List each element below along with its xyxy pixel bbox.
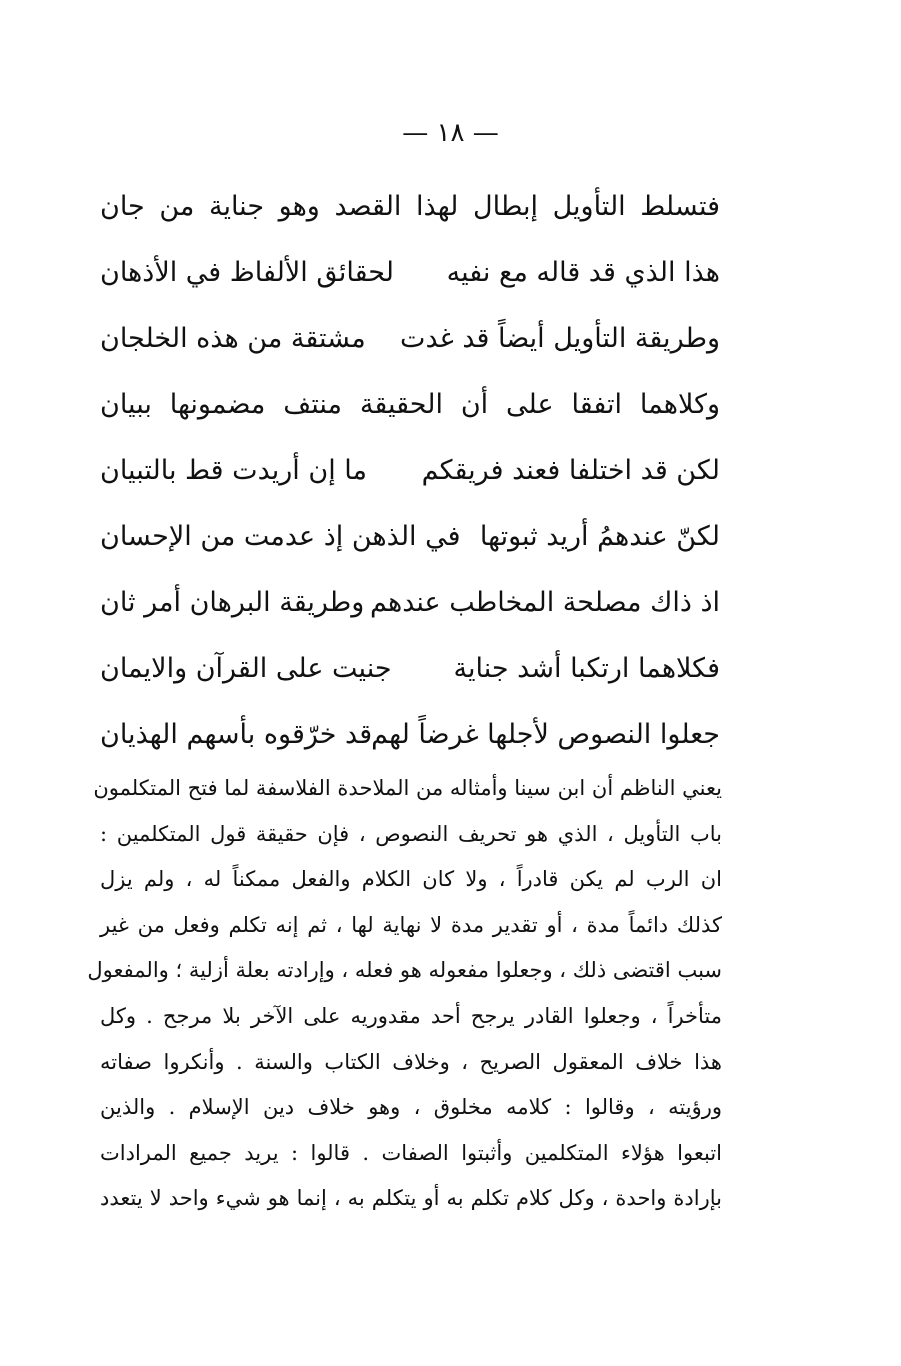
commentary-line: بإرادة واحدة ، وكل كلام تكلم به أو يتكلم به ، إنما هو شيء واحد لا يتعدد [100,1186,722,1211]
poem [100,178,720,772]
verse-6-second-hemistich: في الذهن إذ عدمت من الإحسان [100,521,461,552]
verse-2-first-hemistich: هذا الذي قد قاله مع نفيه [446,257,720,288]
verse-2 [100,244,720,310]
verse-9 [100,706,720,772]
commentary-line: يعني الناظم أن ابن سينا وأمثاله من الملاحدة الفلاسفة لما فتح المتكلمون [93,776,722,800]
verse-7 [100,574,720,640]
commentary-line: سبب اقتضى ذلك ، وجعلوا مفعوله هو فعله ، وإرادته بعلة أزلية ؛ والمفعول [87,958,722,983]
commentary-line: اتبعوا هؤلاء المتكلمين وأثبتوا الصفات . قالوا : يريد جميع المرادات [100,1140,722,1165]
commentary-line: ان الرب لم يكن قادراً ، ولا كان الكلام والفعل ممكناً له ، ولم يزل [100,867,722,892]
commentary-line: هذا خلاف المعقول الصريح ، وخلاف الكتاب والسنة . وأنكروا صفاته [100,1049,722,1074]
commentary-line: ورؤيته ، وقالوا : كلامه مخلوق ، وهو خلاف دين الإسلام . والذين [100,1095,722,1120]
commentary [87,766,722,1222]
verse-5 [100,442,720,508]
verse-8 [100,640,720,706]
verse-1: فتسلط التأويل إبطال لهذا القصد وهو جناية من جان [100,191,720,222]
verse-7-first-hemistich: اذ ذاك مصلحة المخاطب عندهم [370,587,720,618]
verse-8-second-hemistich: جنيت على القرآن والايمان [100,653,392,684]
verse-3-first-hemistich: وطريقة التأويل أيضاً قد غدت [400,323,720,354]
commentary-line: باب التأويل ، الذي هو تحريف النصوص ، فإن حقيقة قول المتكلمين : [100,821,722,846]
verse-9-first-hemistich: جعلوا النصوص لأجلها غرضاً لهم [371,719,720,750]
commentary-line: متأخراً ، وجعلوا القادر يرجح أحد مقدوريه على الآخر بلا مرجح . وكل [100,1003,722,1028]
verse-3 [100,310,720,376]
verse-2-second-hemistich: لحقائق الألفاظ في الأذهان [100,257,394,288]
page-number: — ١٨ — [402,118,499,148]
verse-6 [100,508,720,574]
commentary-line: كذلك دائماً مدة ، أو تقدير مدة لا نهاية لها ، ثم إنه تكلم وفعل من غير [100,912,722,937]
verse-4: وكلاهما اتفقا على أن الحقيقة منتف مضمونها ببيان [100,389,720,420]
verse-7-second-hemistich: وطريقة البرهان أمر ثان [100,587,365,618]
verse-9-second-hemistich: قد خرّقوه بأسهم الهذيان [100,719,373,750]
verse-6-first-hemistich: لكنّ عندهمُ أريد ثبوتها [479,521,720,552]
verse-3-second-hemistich: مشتقة من هذه الخلجان [100,323,366,354]
verse-5-first-hemistich: لكن قد اختلفا فعند فريقكم [421,455,720,486]
verse-5-second-hemistich: ما إن أريدت قط بالتبيان [100,455,367,486]
verse-8-first-hemistich: فكلاهما ارتكبا أشد جناية [453,653,720,684]
